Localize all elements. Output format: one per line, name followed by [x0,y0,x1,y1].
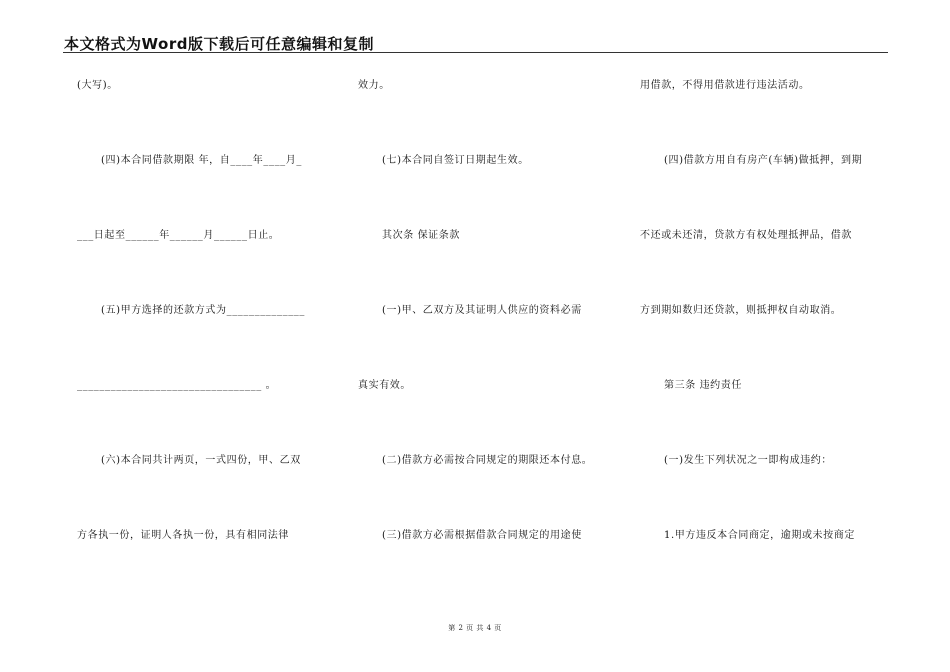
paragraph-line: 方各执一份，证明人各执一份，具有相同法律 [77,530,289,541]
paragraph-line: (四)借款方用自有房产(车辆)做抵押，到期 [664,155,863,166]
text-column-1 [77,0,337,672]
paragraph-line: 不还或未还清，贷款方有权处理抵押品，借款 [640,230,852,241]
paragraph-line: _________________________________ 。 [77,380,277,391]
text-column-2 [358,0,618,672]
paragraph-line: (四)本合同借款期限 年，自____年____月_ [101,155,302,166]
paragraph-line: (一)发生下列状况之一即构成违约： [664,455,833,466]
paragraph-line: (三)借款方必需根据借款合同规定的用途使 [382,530,582,541]
paragraph-line: (六)本合同共计两页，一式四份，甲、乙双 [101,455,301,466]
paragraph-line: (大写)。 [77,80,118,91]
paragraph-line: (七)本合同自签订日期起生效。 [382,155,529,166]
paragraph-line: 方到期如数归还贷款，则抵押权自动取消。 [640,305,842,316]
paragraph-line: 用借款，不得用借款进行违法活动。 [640,80,810,91]
section-heading: 其次条 保证条款 [382,230,460,241]
paragraph-line: (五)甲方选择的还款方式为______________ [101,305,306,316]
text-column-3 [640,0,900,672]
paragraph-line: ___日起至______年______月______日止。 [77,230,280,241]
paragraph-line: 效力。 [358,80,390,91]
paragraph-line: (二)借款方必需按合同规定的期限还本付息。 [382,455,593,466]
page-number: 第 2 页 共 4 页 [448,624,502,632]
section-heading: 第三条 违约责任 [664,380,742,391]
paragraph-line: 真实有效。 [358,380,411,391]
paragraph-line: 1.甲方违反本合同商定，逾期或未按商定 [664,530,855,541]
document-header-title: 本文格式为Word版下载后可任意编辑和复制 [64,35,374,53]
paragraph-line: (一)甲、乙双方及其证明人供应的资料必需 [382,305,582,316]
